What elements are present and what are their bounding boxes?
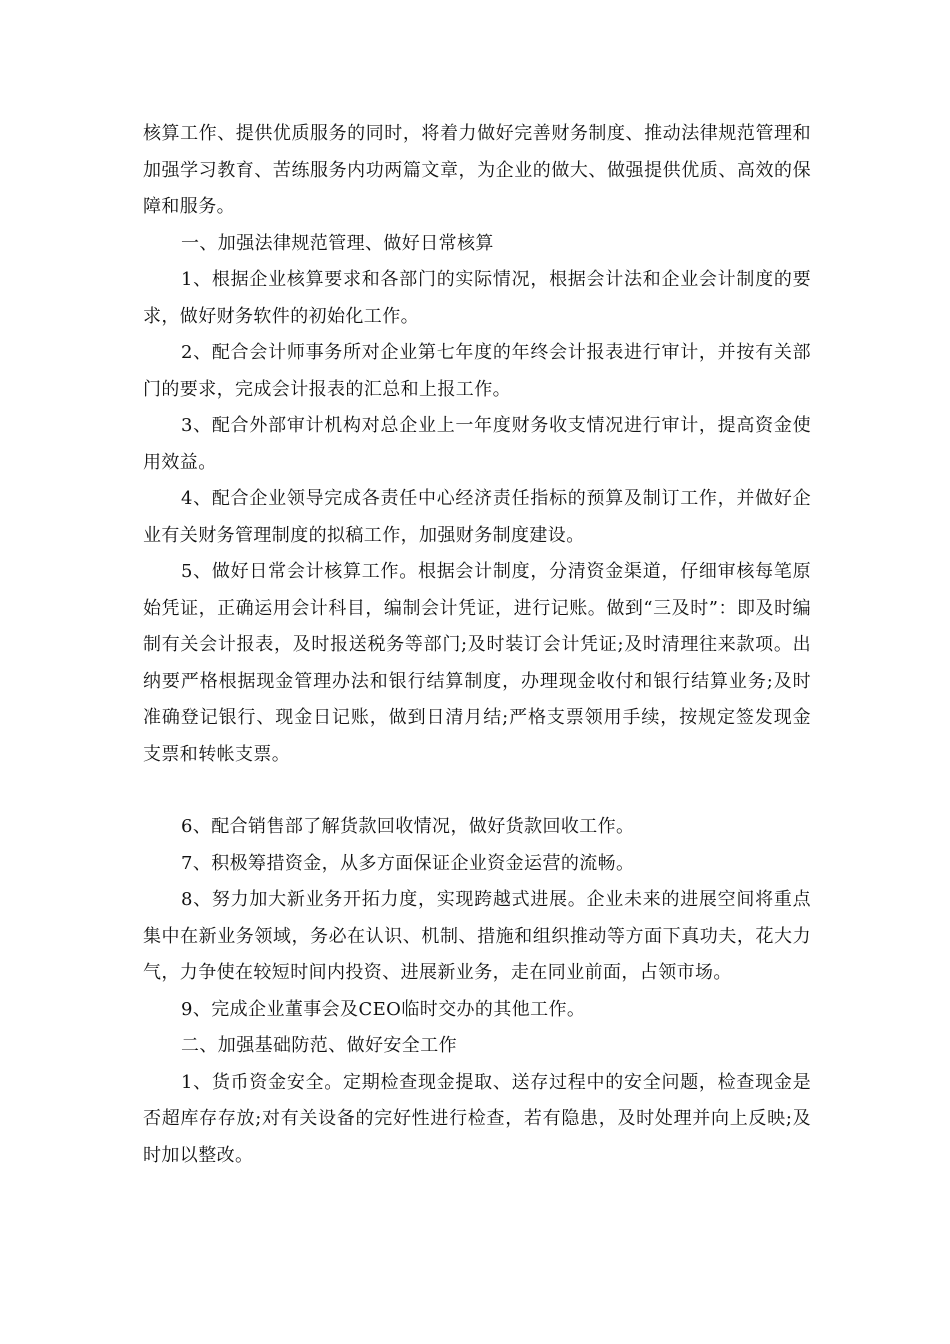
section-heading-1: 一、加强法律规范管理、做好日常核算 bbox=[181, 232, 494, 254]
section-heading-2: 二、加强基础防范、做好安全工作 bbox=[181, 1035, 457, 1056]
document-body bbox=[143, 116, 811, 1174]
paragraph-item-1-6: 6、配合销售部了解货款回收情况，做好货款回收工作。 bbox=[181, 816, 635, 837]
paragraph-gap bbox=[143, 773, 811, 809]
paragraph-intro-continuation: 核算工作、提供优质服务的同时，将着力做好完善财务制度、推动法律规范管理和加强学习教育、苦练服务内功两篇文章，为企业的做大、做强提供优质、高效的保障和服务。 bbox=[143, 123, 811, 217]
paragraph-item-1-9: 9、完成企业董事会及CEO临时交办的其他工作。 bbox=[181, 998, 586, 1020]
paragraph-item-1-3: 3、配合外部审计机构对总企业上一年度财务收支情况进行审计，提高资金使用效益。 bbox=[143, 415, 811, 473]
paragraph-item-1-1: 1、根据企业核算要求和各部门的实际情况，根据会计法和企业会计制度的要求，做好财务软件的初始化工作。 bbox=[143, 269, 811, 327]
paragraph-item-2-1: 1、货币资金安全。定期检查现金提取、送存过程中的安全问题，检查现金是否超库存存放;对有关设备的完好性进行检查，若有隐患，及时处理并向上反映;及时加以整改。 bbox=[143, 1071, 811, 1166]
paragraph-item-1-4: 4、配合企业领导完成各责任中心经济责任指标的预算及制订工作，并做好企业有关财务管理制度的拟稿工作，加强财务制度建设。 bbox=[143, 488, 811, 546]
paragraph-item-1-2: 2、配合会计师事务所对企业第七年度的年终会计报表进行审计，并按有关部门的要求，完成会计报表的汇总和上报工作。 bbox=[143, 342, 811, 400]
paragraph-item-1-7: 7、积极筹措资金，从多方面保证企业资金运营的流畅。 bbox=[181, 852, 635, 874]
paragraph-item-1-8: 8、努力加大新业务开拓力度，实现跨越式进展。企业未来的进展空间将重点集中在新业务领域，务必在认识、机制、措施和组织推动等方面下真功夫，花大力气，力争使在较短时间内投资、进展新业务，走在同业前面，占领市场。 bbox=[143, 889, 811, 983]
paragraph-item-1-5: 5、做好日常会计核算工作。根据会计制度，分清资金渠道，仔细审核每笔原始凭证，正确运用会计科目，编制会计凭证，进行记账。做到“三及时”：即及时编制有关会计报表，及时报送税务等部门;及时装订会计凭证;及时清理往来款项。出纳要严格根据现金管理办法和银行结算制度，办理现金收付和银行结算业务;及时准确登记银行、现金日记账，做到日清月结;严格支票领用手续，按规定签发现金支票和转帐支票。 bbox=[143, 561, 811, 765]
